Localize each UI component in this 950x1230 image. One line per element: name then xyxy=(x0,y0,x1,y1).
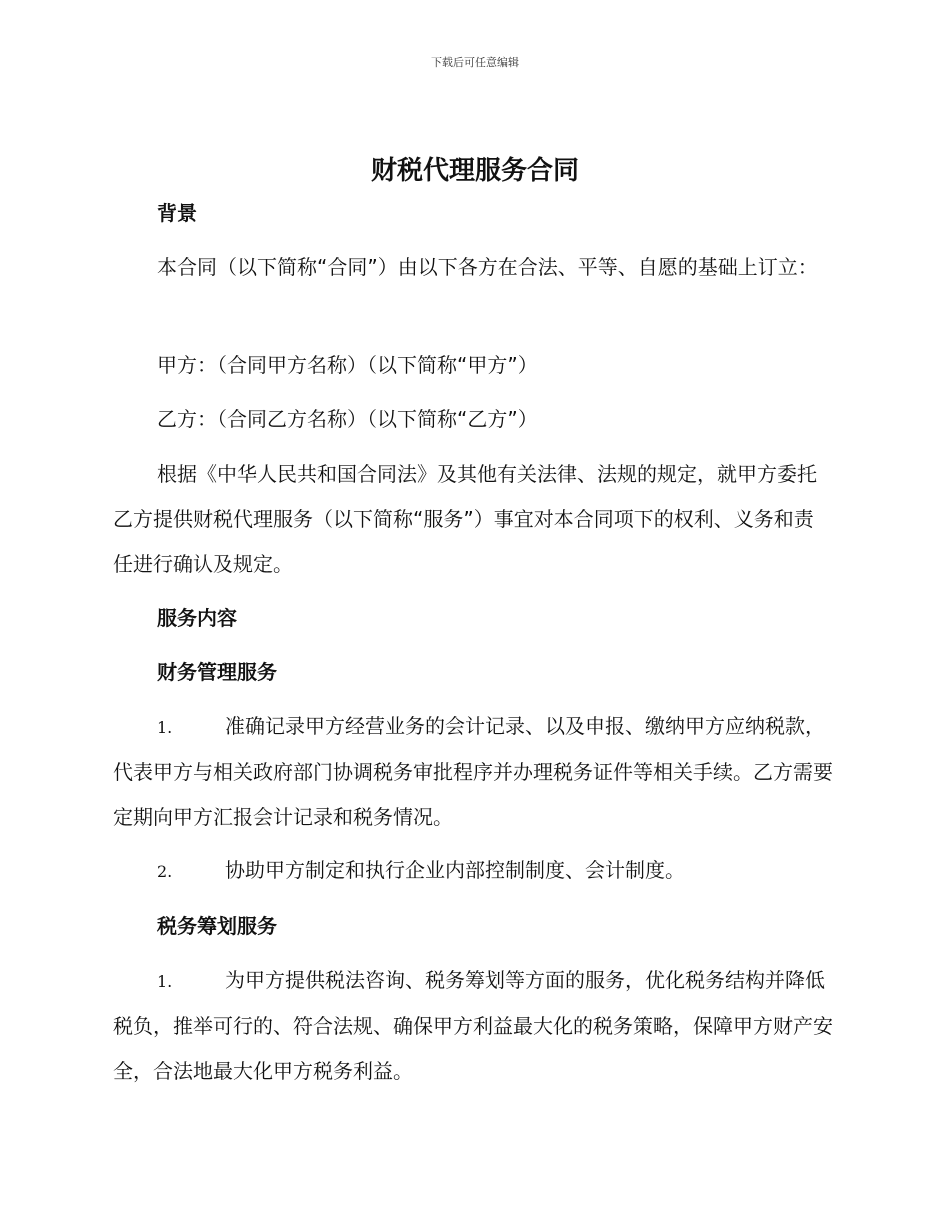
section-heading-finance: 财务管理服务 xyxy=(157,660,277,684)
list-item-number: 1. xyxy=(157,718,173,737)
party-b-line xyxy=(113,397,833,442)
intro-paragraph xyxy=(113,245,833,290)
header-note: 下载后可任意编辑 xyxy=(431,56,519,69)
party-a-text: 甲方：（合同甲方名称）（以下简称“甲方”） xyxy=(157,353,538,377)
party-a-line xyxy=(113,343,833,388)
document-title: 财税代理服务合同 xyxy=(370,156,579,186)
list-item xyxy=(113,704,833,840)
basis-text: 根据《中华人民共和国合同法》及其他有关法律、法规的规定，就甲方委托乙方提供财税代理服务（以下简称“服务”）事宜对本合同项下的权利、义务和责任进行确认及规定。 xyxy=(113,462,817,576)
list-item xyxy=(113,958,833,1094)
list-item-number: 1. xyxy=(157,972,173,991)
list-item xyxy=(113,848,833,894)
section-heading-tax: 税务筹划服务 xyxy=(157,914,277,938)
section-heading-service-content: 服务内容 xyxy=(157,606,237,630)
party-b-text: 乙方：（合同乙方名称）（以下简称“乙方”） xyxy=(157,407,538,431)
intro-text: 本合同（以下简称“合同”）由以下各方在合法、平等、自愿的基础上订立： xyxy=(157,255,818,279)
list-item-number: 2. xyxy=(157,862,173,881)
list-item-text: 为甲方提供税法咨询、税务筹划等方面的服务，优化税务结构并降低税负，推举可行的、符合法规、确保甲方利益最大化的税务策略，保障甲方财产安全，合法地最大化甲方税务利益。 xyxy=(113,968,833,1083)
list-item-text: 协助甲方制定和执行企业内部控制制度、会计制度。 xyxy=(225,858,685,882)
list-item-text: 准确记录甲方经营业务的会计记录、以及申报、缴纳甲方应纳税款，代表甲方与相关政府部门协调税务审批程序并办理税务证件等相关手续。乙方需要定期向甲方汇报会计记录和税务情况。 xyxy=(113,714,833,829)
section-heading-background: 背景 xyxy=(157,201,197,225)
basis-paragraph xyxy=(113,452,833,587)
